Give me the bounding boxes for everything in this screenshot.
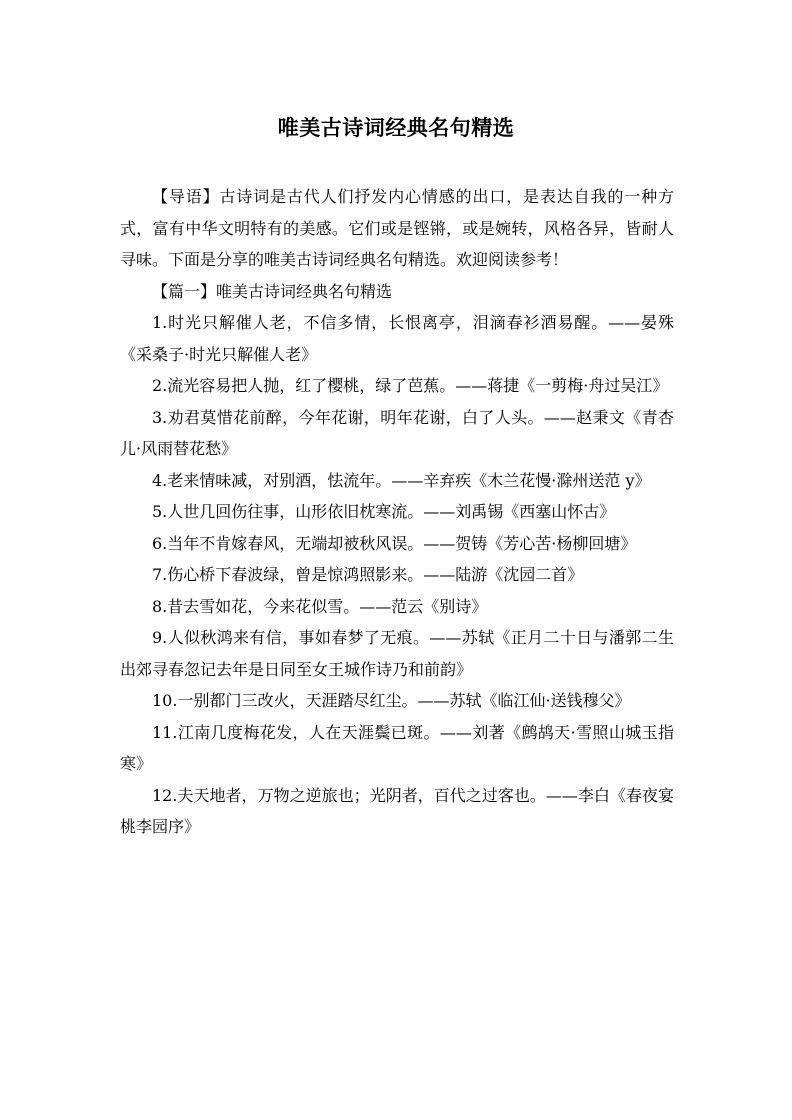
section-heading: 【篇一】唯美古诗词经典名句精选 [152, 281, 393, 301]
intro-paragraph: 【导语】古诗词是古代人们抒发内心情感的出口，是表达自我的一种方式，富有中华文明特有的美感。它们或是铿锵，或是婉转，风格各异，皆耐人寻味。下面是分享的唯美古诗词经典名句精选。欢迎阅读参考！ [120, 187, 674, 269]
quote-paragraph: 9.人似秋鸿来有信，事如春梦了无痕。——苏轼《正月二十日与潘郭二生出郊寻春忽记去年是日同至女王城作诗乃和前韵》 [120, 628, 674, 679]
document-body [120, 181, 674, 843]
quote-paragraph: 4.老来情味减，对别酒，怯流年。——辛弃疾《木兰花慢·滁州送范 y》 [152, 470, 651, 490]
quote-paragraph: 1.时光只解催人老，不信多情，长恨离亭，泪滴春衫酒易醒。——晏殊《采桑子·时光只解催人老》 [120, 313, 674, 364]
quote-paragraph: 12.夫天地者，万物之逆旅也；光阴者，百代之过客也。——李白《春夜宴桃李园序》 [120, 785, 674, 836]
quote-paragraph: 10.一别都门三改火，天涯踏尽红尘。——苏轼《临江仙·送钱穆父》 [152, 691, 631, 710]
quote-paragraph: 2.流光容易把人抛，红了樱桃，绿了芭蕉。——蒋捷《一剪梅·舟过吴江》 [152, 376, 669, 395]
quote-paragraph: 8.昔去雪如花，今来花似雪。——范云《别诗》 [152, 596, 488, 616]
document-title: 唯美古诗词经典名句精选 [277, 116, 515, 140]
quote-paragraph: 6.当年不肯嫁春风，无端却被秋风误。——贺铸《芳心苦·杨柳回塘》 [152, 533, 637, 553]
quote-paragraph: 3.劝君莫惜花前醉，今年花谢，明年花谢，白了人头。——赵秉文《青杏儿·风雨替花愁》 [120, 407, 674, 458]
quote-paragraph: 11.江南几度梅花发，人在天涯鬓已斑。——刘著《鹧鸪天·雪照山城玉指寒》 [120, 722, 674, 773]
quote-paragraph: 5.人世几回伤往事，山形依旧枕寒流。——刘禹锡《西塞山怀古》 [152, 502, 616, 521]
quote-paragraph: 7.伤心桥下春波绿，曾是惊鸿照影来。——陆游《沈园二首》 [152, 565, 584, 584]
